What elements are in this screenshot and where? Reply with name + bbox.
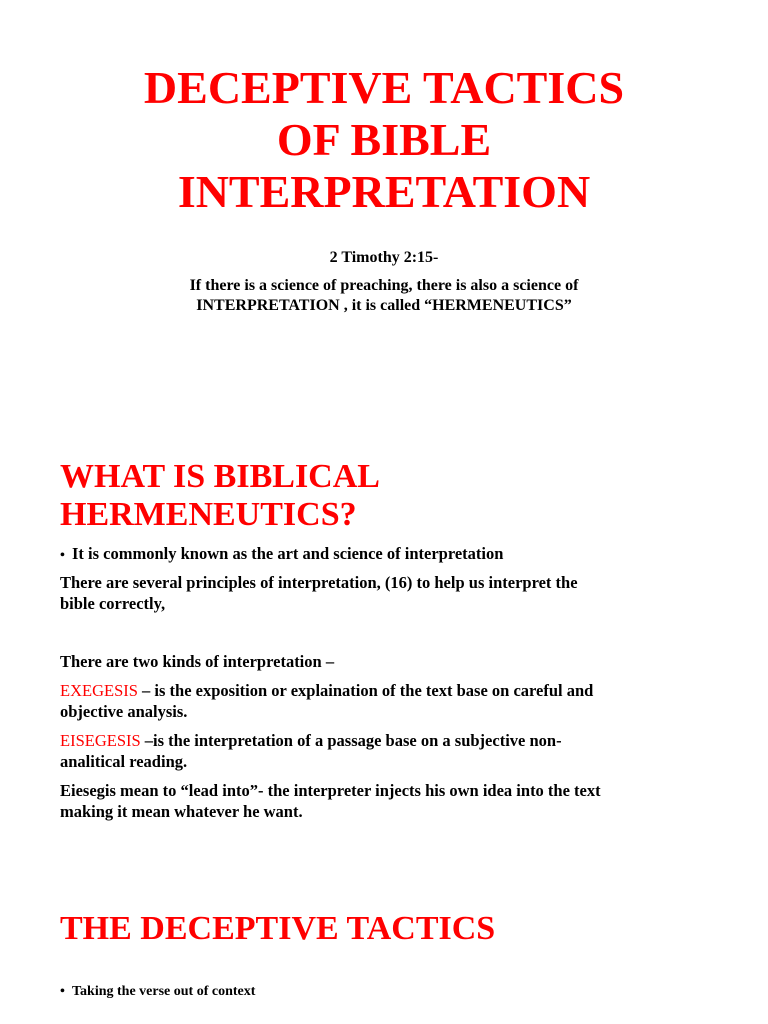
- title-line-2: OF BIBLE: [276, 114, 492, 165]
- exegesis-line-1: [60, 680, 740, 701]
- tactic-text: Taking the verse out of context: [72, 984, 256, 999]
- heading-line-2: HERMENEUTICS?: [60, 496, 357, 533]
- bullet-text: It is commonly known as the art and science of interpretation: [72, 544, 504, 563]
- eisegesis-definition: –is the interpretation of a passage base on a subjective non-: [140, 731, 562, 750]
- tactic-list-item: [60, 983, 255, 1001]
- intro-line-1: If there is a science of preaching, there is also a science of: [189, 277, 579, 294]
- section-heading-hermeneutics: [60, 458, 380, 534]
- eiesegis-line-1: Eiesegis mean to “lead into”- the interpreter injects his own idea into the text: [60, 781, 601, 800]
- scripture-reference: 2 Timothy 2:15-: [329, 249, 439, 266]
- principles-line-1: There are several principles of interpretation, (16) to help us interpret the: [60, 573, 578, 592]
- bullet-icon: •: [60, 984, 65, 999]
- intro-text: [0, 276, 768, 316]
- exegesis-term: EXEGESIS: [60, 681, 138, 700]
- bullet-icon: •: [60, 548, 65, 563]
- definition-bullet: [60, 543, 740, 566]
- intro-line-2: INTERPRETATION , it is called “HERMENEUTICS”: [196, 297, 572, 314]
- eiesegis-paragraph: [60, 780, 740, 822]
- exegesis-line-2: objective analysis.: [60, 702, 188, 721]
- kinds-paragraph: There are two kinds of interpretation –: [60, 652, 335, 671]
- eisegesis-paragraph: [60, 730, 740, 772]
- exegesis-definition: – is the exposition or explaination of the text base on careful and: [137, 681, 594, 700]
- title-line-3: INTERPRETATION: [177, 166, 591, 217]
- eisegesis-line-2: analitical reading.: [60, 752, 188, 771]
- principles-paragraph: [60, 572, 740, 614]
- eisegesis-line-1: [60, 730, 740, 751]
- heading-line-1: WHAT IS BIBLICAL: [60, 458, 380, 495]
- eiesegis-line-2: making it mean whatever he want.: [60, 802, 303, 821]
- page-title: [0, 62, 768, 218]
- exegesis-paragraph: [60, 680, 740, 722]
- section-heading-deceptive-tactics: THE DECEPTIVE TACTICS: [60, 910, 496, 947]
- title-line-1: DECEPTIVE TACTICS: [143, 62, 625, 113]
- eisegesis-term: EISEGESIS: [60, 731, 141, 750]
- principles-line-2: bible correctly,: [60, 594, 166, 613]
